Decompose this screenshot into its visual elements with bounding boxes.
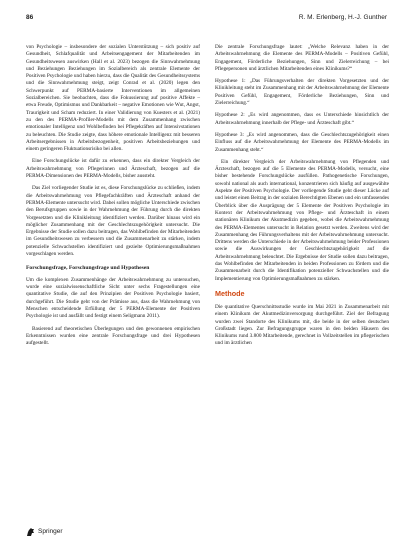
paragraph: Die zentrale Forschungsfrage lautet: „Welche Relevanz haben in der Arbeitswahrnehmung die Elemente des PERMA-Modells – Positiven Gefühl, Engagement, Förderliche Beziehungen, Sinn und Zielerreichung – bei Pflegepersonen und ärztlichen Mitarbeitenden eines Klinikums?“ (215, 44, 389, 72)
paragraph: Ein direkter Vergleich der Arbeitswahrnehmung von Pflegenden und Ärzteschaft, bezogen auf die 5 Elemente des PERMA-Modells, versucht, eine bisher bestehende Forschungslücke ausfüllen. Pathogenetische Forschungen, sowohl national als auch international, konzentrieren sich häufig auf ausgewählte Aspekte der Positiven Psychologie. Der vorliegende Studie geht dieser Lücke auf und leistet einen Beitrag in der sozialen Berechtigten Ebenen und ein umfassendes Überblick über die Ausprägung der 5 Elemente der Positiven Psychologie im Kontext der Arbeitswahrnehmung von Pflege- und Ärzteschaft in einem stationären Klinikum der Akutmedizin gegeben, wobei die Arbeitswahrnehmung des PERMA-Elementes untersucht in Relation gesetzt werden. Zweitens wird der Zusammenhang des Führungsverhaltens mit der Arbeitswahrnehmung untersucht. Drittens werden die Unterschiede in der Arbeitswahrnehmung beider Professionen sowie die Auswirkungen der Geschlechtszugehörigkeit auf die Arbeitswahrnehmung beleuchtet. Die Ergebnisse der Studie sollen dazu beitragen, das Wohlbefinden der Mitarbeitenden in beiden Professionen zu fördern und die Zusammenarbeit durch die Identifikation potenzieller Schwachstellen und die Implementierung von Optimierungsmaßnahmen zu stärken. (215, 158, 389, 282)
publisher-logo-text: Springer (38, 528, 63, 535)
paragraph: Eine Forschungslücke ist dafür zu erkennen, dass ein direkter Vergleich der Arbeitswahrnehmung von Pflegerinnen und Ärzteschaft, bezogen auf die PERMA-Dimensionen des PERMA-Modells, bisher aussteht. (26, 158, 200, 180)
paragraph: Das Ziel vorliegender Studie ist es, diese Forschungslücke zu schließen, indem die Arbeitswahrnehmung von Pflegefachkräften und Ärzteschaft anhand der PERMA-Elemente untersucht wird. Dabei sollen mögliche Unterschiede zwischen den Berufsgruppen sowie in der Wahrnehmung der Führung durch die direkten Vorgesetzten und die Klinikleitung identifiziert werden. Darüber hinaus wird ein möglicher Zusammenhang mit der Geschlechtszugehörigkeit untersucht. Die Ergebnisse der Studie sollen dazu beitragen, das Wohlbefinden der Mitarbeitenden im Gesundheitswesen zu verbessern und die Zusammenarbeit zu stärken, indem potenzielle Schwachstellen identifiziert und gezielte Optimierungsmaßnahmen vorgeschlagen werden. (26, 185, 200, 258)
paragraph: Um die komplexen Zusammenhänge der Arbeitswahrnehmung zu untersuchen, wurde eine sozialwissenschaftliche Sicht unter sechs Fragestellungen eine quantitative Studie, die auf den Prinzipien der Positiven Psychologie basiert, durchgeführt. Die Studie geht von der Prämisse aus, dass die Wahrnehmung von Menschen entscheidende Erfüllung der 5 PERMA-Elemente der Positiven Psychologie ist und ausfällt und festigt einem Seligmann 2011). (26, 276, 200, 320)
right-column (215, 44, 389, 353)
paragraph: Basierend auf theoretischen Überlegungen und den gewonnenen empirischen Erkenntnissen wurden eine zentrale Forschungsfrage und drei Hypothesen aufgestellt. (26, 325, 200, 347)
left-column (26, 44, 200, 352)
running-header (26, 12, 387, 23)
hypothesis-3: Hypothese 3: „Es wird angenommen, dass die Geschlechtszugehörigkeit einen Einfluss auf die Arbeitswahrnehmung der Elemente des PERMA-Modells im Zusammenhang steht.“ (215, 131, 389, 153)
paragraph: Die quantitative Querschnittsstudie wurde im Mai 2021 in Zusammenarbeit mit einem Klinikum der Akutmedizinversorgung durchgeführt. Ziel der Befragung wurden zwei Standorte des Klinikums mit, die beide in der selben deutschen Großstadt liegen. Zur Befragungsgruppe waren in den beiden Häusern des Klinikums rund 3.800 Mitarbeitende, gerechnet in Vollzeitstellen im pflegerischen und im ärztlichen (215, 303, 389, 347)
publisher-logo (26, 526, 63, 538)
paragraph: von Psychologie – insbesondere der sozialen Unterstützung – sich positiv auf Gesundheit, Schlafqualität und Arbeitsengagement der Mitarbeitenden im Gesundheitswesen auswirken (Hall et al. 2023) bezogen die Sinnwahrnehmung und Beziehungen Beziehungen im Sozialbereich als zentrale Elemente der Positiven Psychologie und haben hierzu, dass die Qualität des Gesundheitssystems und die Sinnwahrnehmung steigt, zeigt Conrad et al. (2020) legen den Schwerpunkt auf PERMA-basierte Interventionen im allgemeinen Sozialbereichen. Sie beobachten, dass die Fokussierung auf positive Affekte – etwa Freude, Optimismus und Dankbarkeit – negative Emotionen wie Wut, Angst, Traurigkeit und Scham reduziert. In einer Validierung von Kuesters et al. (2021) zu den des PERMA-Profiler-Modells mit dem Zusammenhang zwischen emotionaler Intelligenz und Wohlbefinden bei Pflegekräften auf Intensivstationen zu beleuchten. Die Studie zeigte, dass höhere emotionale Intelligenz mit besseren Arbeitsergebnissen in Arbeitsbezogenheit, positiven Arbeitsbeziehungen und einem geringeren Fluktuationsrisiko bei allen. (26, 44, 200, 153)
springer-horse-icon (26, 527, 36, 537)
hypothesis-1: Hypothese 1: „Das Führungsverhalten der direkten Vorgesetzten und der Klinikleitung steht im Zusammenhang mit der Arbeitswahrnehmung der Elemente Positiven Gefühl, Engagement, Förderliche Beziehungen, Sinn und Zielerreichung.“ (215, 78, 389, 107)
section-heading-methode: Methode (215, 288, 245, 298)
hypothesis-2: Hypothese 2: „Es wird angenommen, dass es Unterschiede hinsichtlich der Arbeitswahrnehmung innerhalb der Pflege- und Ärzteschaft gibt.“ (215, 112, 389, 126)
section-heading: Forschungsfrage, Forschungsfrage und Hypothesen (26, 265, 150, 272)
running-header-authors: R. M. Erlenberg, H.-J. Gunther (298, 14, 387, 21)
page-number: 86 (26, 14, 34, 21)
